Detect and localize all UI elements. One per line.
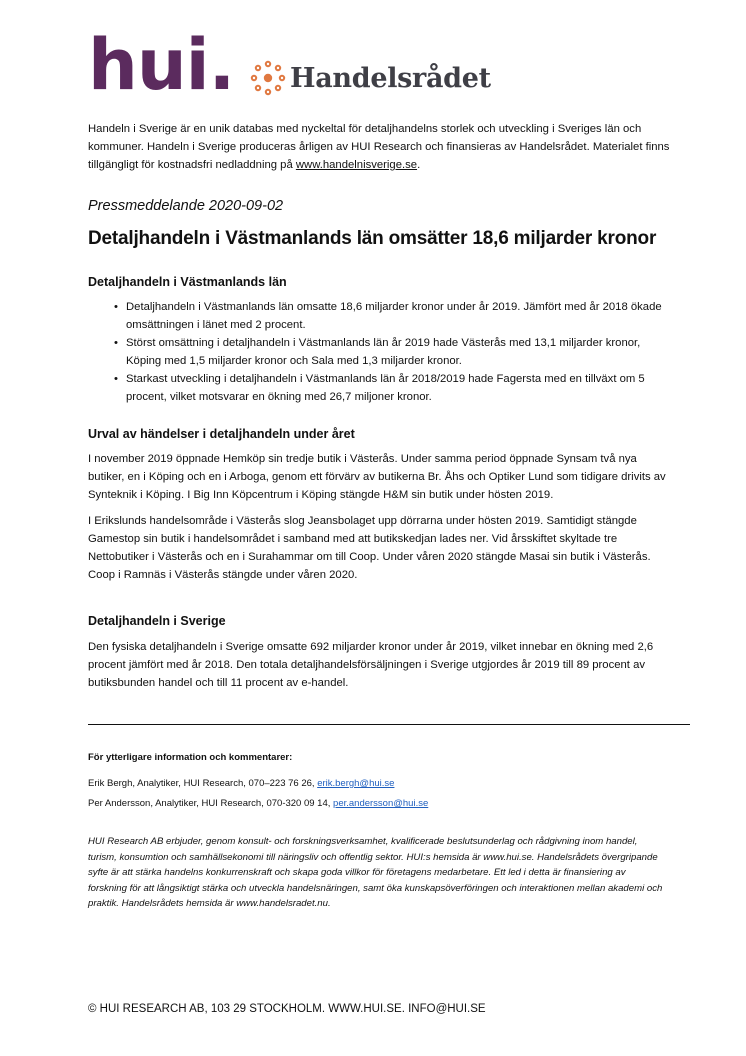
contact-text: Per Andersson, Analytiker, HUI Research, 070-320 09 14, xyxy=(88,798,334,809)
handelsradet-logo xyxy=(248,58,491,98)
bullet-text: • Starkast utveckling i detaljhandeln i Västmanlands län år 2018/2019 hade Fagersta med en tillväxt om 5 procent, vilket motsvarar en ökning med 26,7 miljoner kronor. xyxy=(126,373,645,403)
press-date: Pressmeddelande 2020-09-02 xyxy=(88,198,284,214)
hui-logo: hui. xyxy=(88,24,235,106)
email-link-per[interactable]: per.andersson@hui.se xyxy=(333,798,429,809)
bullet-text: • Detaljhandeln i Västmanlands län omsatte 18,6 miljarder kronor under år 2019. Jämfört med år 2018 ökade omsättningen i länet med 2 procent. xyxy=(126,301,662,331)
intro-text: Handeln i Sverige är en unik databas med nyckeltal för detaljhandelns storlek och utveckling i Sveriges län och kommuner. Handeln i Sverige produceras årligen av HUI Research och finansieras av Handelsrådet. Materialet finns tillgängligt för kostnadsfri nedladdning på xyxy=(88,123,670,171)
handelsradet-wordmark: Handelsrådet xyxy=(290,62,491,94)
list-item xyxy=(107,370,663,406)
list-item xyxy=(107,334,663,370)
events-paragraph-2: I Erikslunds handelsområde i Västerås slog Jeansbolaget upp dörrarna under hösten 2019. Samtidigt stängde Gamestop sin butik i handelsområdet i samband med att butikskedjan lades ner. Vid årsskiftet skyltade tre Nettobutiker i Västerås och en i Surahammar om till Coop. Under våren 2020 stängde Masai sin butik i Västerås. Coop i Ramnäs i Västerås stängde under våren 2020. xyxy=(88,515,651,581)
page-title: Detaljhandeln i Västmanlands län omsätter 18,6 miljarder kronor xyxy=(88,228,657,249)
contact-per xyxy=(88,798,428,809)
section-heading-vastmanland: Detaljhandeln i Västmanlands län xyxy=(88,275,287,289)
contact-erik xyxy=(88,778,394,789)
about-paragraph: HUI Research AB erbjuder, genom konsult- och forskningsverksamhet, kvalificerade beslutsunderlag och rådgivning inom handel, turism, konsumtion och samhällsekonomi till näringsliv och offentlig sektor. HUI:s hemsida är www.hui.se. Handelsrådets övergripande syfte är att stärka handelns konkurrenskraft och skapa goda villkor för företagens medarbetare. Ett led i detta är finansiering av forskning för att långsiktigt stärka och utveckla handelsnäringen, samt öka kunskapsöverföringen och interaktionen mellan akademi och praktik. Handelsrådets hemsida är www.handelsradet.nu. xyxy=(88,836,663,909)
section-heading-events: Urval av händelser i detaljhandeln under året xyxy=(88,427,355,441)
intro-end: . xyxy=(417,159,421,171)
divider xyxy=(88,724,690,725)
handelnisverige-link[interactable]: www.handelnisverige.se xyxy=(295,159,418,171)
sverige-paragraph: Den fysiska detaljhandeln i Sverige omsatte 692 miljarder kronor under år 2019, vilket innebar en ökning med 2,6 procent jämfört med år 2018. Den totala detaljhandelsförsäljningen i Sverige utgjordes år 2019 till 89 procent av butiksbunden handel och till 11 procent av e-handel. xyxy=(88,641,654,689)
handelsradet-flower-icon xyxy=(248,58,288,98)
section-heading-sverige: Detaljhandeln i Sverige xyxy=(88,614,226,628)
contact-text: Erik Bergh, Analytiker, HUI Research, 070–223 76 26, xyxy=(88,778,318,789)
list-item xyxy=(107,298,663,334)
info-heading: För ytterligare information och kommentarer: xyxy=(88,752,293,763)
email-link-erik[interactable]: erik.bergh@hui.se xyxy=(317,778,395,789)
events-paragraph-1: I november 2019 öppnade Hemköp sin tredje butik i Västerås. Under samma period öppnade Synsam två nya butiker, en i Köping och en i Arboga, genom ett förvärv av butikerna Br. Åhs och Optiker Lund som tidigare drivits av Synteknik i Köping. I Big Inn Köpcentrum i Köping stängde H&M sin butik under hösten 2019. xyxy=(88,453,666,501)
bullet-list xyxy=(107,298,663,406)
intro-paragraph xyxy=(88,120,673,174)
footer: © HUI RESEARCH AB, 103 29 STOCKHOLM. WWW.HUI.SE. INFO@HUI.SE xyxy=(88,1003,486,1015)
bullet-text: • Störst omsättning i detaljhandeln i Västmanlands län år 2019 hade Västerås med 13,1 miljarder kronor, Köping med 1,5 miljarder kronor och Sala med 1,3 miljarder kronor. xyxy=(126,337,641,367)
